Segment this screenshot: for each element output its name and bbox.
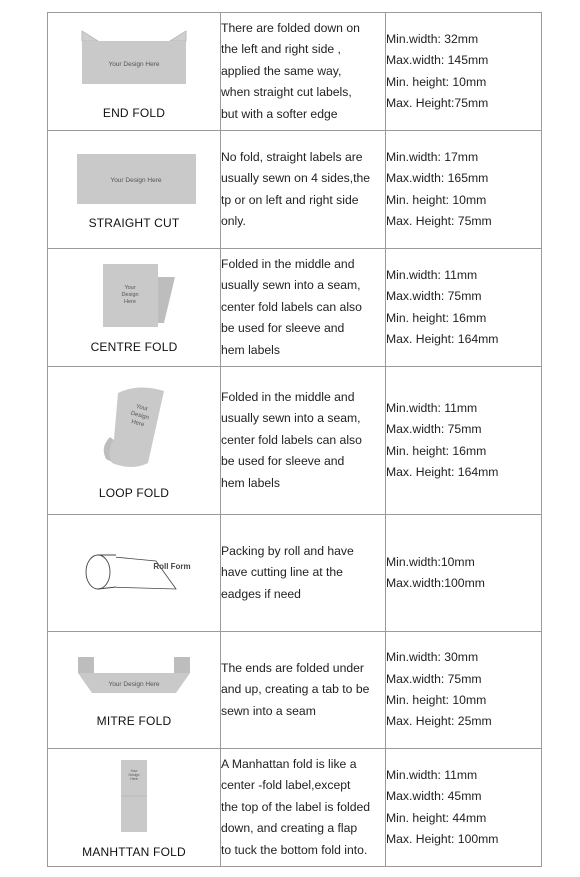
loop-fold-label-icon (48, 381, 220, 479)
centre-fold-label-icon (48, 261, 220, 333)
spec-cell (386, 632, 542, 749)
spec-min-height: Min. height: 10mm (386, 693, 487, 707)
description-cell (221, 131, 386, 249)
description-line: eadges if need (221, 586, 301, 601)
spec-max-height: Max. Height: 164mm (386, 331, 499, 346)
fold-name: MITRE FOLD (96, 713, 172, 728)
description-line: sewn into a seam (221, 703, 316, 718)
description-line: tp or on left and right side (221, 192, 359, 207)
table-row (48, 131, 542, 249)
description-line: The ends are folded under (221, 660, 364, 675)
manhattan-fold-label-icon (48, 756, 220, 834)
table-row (48, 632, 542, 749)
roll-form-label: Roll Form (153, 561, 191, 571)
description-cell (221, 13, 386, 131)
description-line: down, and creating a flap (221, 821, 358, 836)
spec-max-height: Max. Height: 164mm (386, 464, 499, 479)
mock-label-text: Your Design Here (108, 61, 160, 68)
fold-name: STRAIGHT CUT (88, 216, 180, 230)
spec-min-width: Min.width: 11mm (386, 767, 478, 782)
description-cell (221, 249, 386, 367)
description-line: Packing by roll and have (221, 543, 354, 558)
description-line: but with a softer edge (221, 106, 338, 121)
spec-cell (386, 249, 542, 367)
spec-cell (386, 367, 542, 515)
spec-cell (386, 131, 542, 249)
description-line: to tuck the bottom fold into. (221, 842, 368, 857)
spec-max-height: Max. Height: 25mm (386, 714, 492, 729)
spec-max-height: Max. Height:75mm (386, 95, 489, 110)
mock-label-text: Design (128, 773, 140, 777)
spec-max-width: Max.width: 75mm (386, 422, 482, 437)
description-cell (221, 367, 386, 515)
spec-max-height: Max. Height: 100mm (386, 831, 499, 846)
description-line: usually sewn into a seam, (221, 411, 361, 426)
table-row (48, 367, 542, 515)
description-line: No fold, straight labels are (221, 149, 363, 164)
description-line: applied the same way, (221, 63, 342, 78)
spec-min-height: Min. height: 44mm (386, 810, 487, 825)
spec-max-width: Max.width: 75mm (386, 671, 482, 686)
description-line: center fold labels can also (221, 299, 362, 314)
illustration-cell (48, 131, 221, 249)
spec-max-width: Max.width: 165mm (386, 171, 489, 186)
table-row (48, 515, 542, 632)
label-fold-table (47, 12, 542, 867)
description-line: and up, creating a tab to be (221, 682, 370, 697)
description-line: only. (221, 213, 246, 228)
spec-min-height: Min. height: 16mm (386, 310, 487, 325)
illustration-cell (48, 13, 221, 131)
fold-name: LOOP FOLD (98, 486, 170, 500)
mock-label-text: Design (121, 292, 139, 298)
description-line: usually sewn into a seam, (221, 278, 361, 293)
fold-name: CENTRE FOLD (90, 340, 178, 354)
description-cell (221, 749, 386, 867)
description-cell (221, 515, 386, 632)
description-line: when straight cut labels, (221, 85, 352, 100)
illustration-cell (48, 515, 221, 632)
description-line: A Manhattan fold is like a (221, 756, 357, 771)
spec-max-width: Max.width: 145mm (386, 53, 489, 68)
description-line: usually sewn on 4 sides,the (221, 171, 371, 186)
table-row (48, 249, 542, 367)
spec-min-width: Min.width: 30mm (386, 650, 479, 665)
mock-label-text: Your (135, 403, 149, 413)
mock-label-text: Here (130, 777, 138, 781)
spec-min-width: Min.width: 11mm (386, 400, 478, 415)
description-line: the left and right side , (221, 42, 341, 57)
description-line: center -fold label,except (221, 778, 351, 793)
description-line: be used for sleeve and (221, 321, 345, 336)
spec-cell (386, 749, 542, 867)
description-line: There are folded down on (221, 20, 360, 35)
straight-cut-label-icon (48, 149, 220, 211)
spec-min-width: Min.width: 11mm (386, 267, 478, 282)
mock-label-text: Design (129, 410, 150, 422)
mock-label-text: Here (124, 299, 136, 305)
description-line: have cutting line at the (221, 565, 343, 580)
description-line: center fold labels can also (221, 432, 362, 447)
description-cell (221, 632, 386, 749)
table-row (48, 13, 542, 131)
end-fold-label-icon (48, 23, 220, 103)
illustration-cell (48, 249, 221, 367)
spec-cell (386, 13, 542, 131)
roll-form-icon (48, 541, 220, 601)
spec-min-width: Min.width: 17mm (386, 149, 479, 164)
description-line: hem labels (221, 342, 280, 357)
description-line: hem labels (221, 475, 280, 490)
mock-label-text: Your Design Here (110, 177, 162, 184)
illustration-cell (48, 367, 221, 515)
mock-label-text: Your (130, 769, 138, 773)
mock-label-text: Your (124, 285, 136, 291)
illustration-cell (48, 749, 221, 867)
description-line: Folded in the middle and (221, 256, 355, 271)
description-line: Folded in the middle and (221, 389, 355, 404)
spec-min-width: Min.width:10mm (386, 554, 475, 569)
description-line: be used for sleeve and (221, 454, 345, 469)
table-row (48, 749, 542, 867)
spec-min-height: Min. height: 10mm (386, 192, 487, 207)
spec-min-width: Min.width: 32mm (386, 31, 479, 46)
fold-name: END FOLD (102, 106, 166, 120)
description-line: the top of the label is folded (221, 799, 371, 814)
spec-max-width: Max.width: 45mm (386, 789, 482, 804)
spec-min-height: Min. height: 10mm (386, 74, 487, 89)
spec-min-height: Min. height: 16mm (386, 443, 487, 458)
fold-name: MANHTTAN FOLD (82, 845, 186, 859)
illustration-cell (48, 632, 221, 749)
spec-cell (386, 515, 542, 632)
spec-max-width: Max.width: 75mm (386, 289, 482, 304)
mock-label-text: Your Design Here (108, 680, 160, 688)
mitre-fold-label-icon (48, 653, 220, 705)
spec-max-height: Max. Height: 75mm (386, 213, 492, 228)
spec-max-width: Max.width:100mm (386, 576, 485, 590)
mock-label-text: Here (130, 419, 145, 429)
